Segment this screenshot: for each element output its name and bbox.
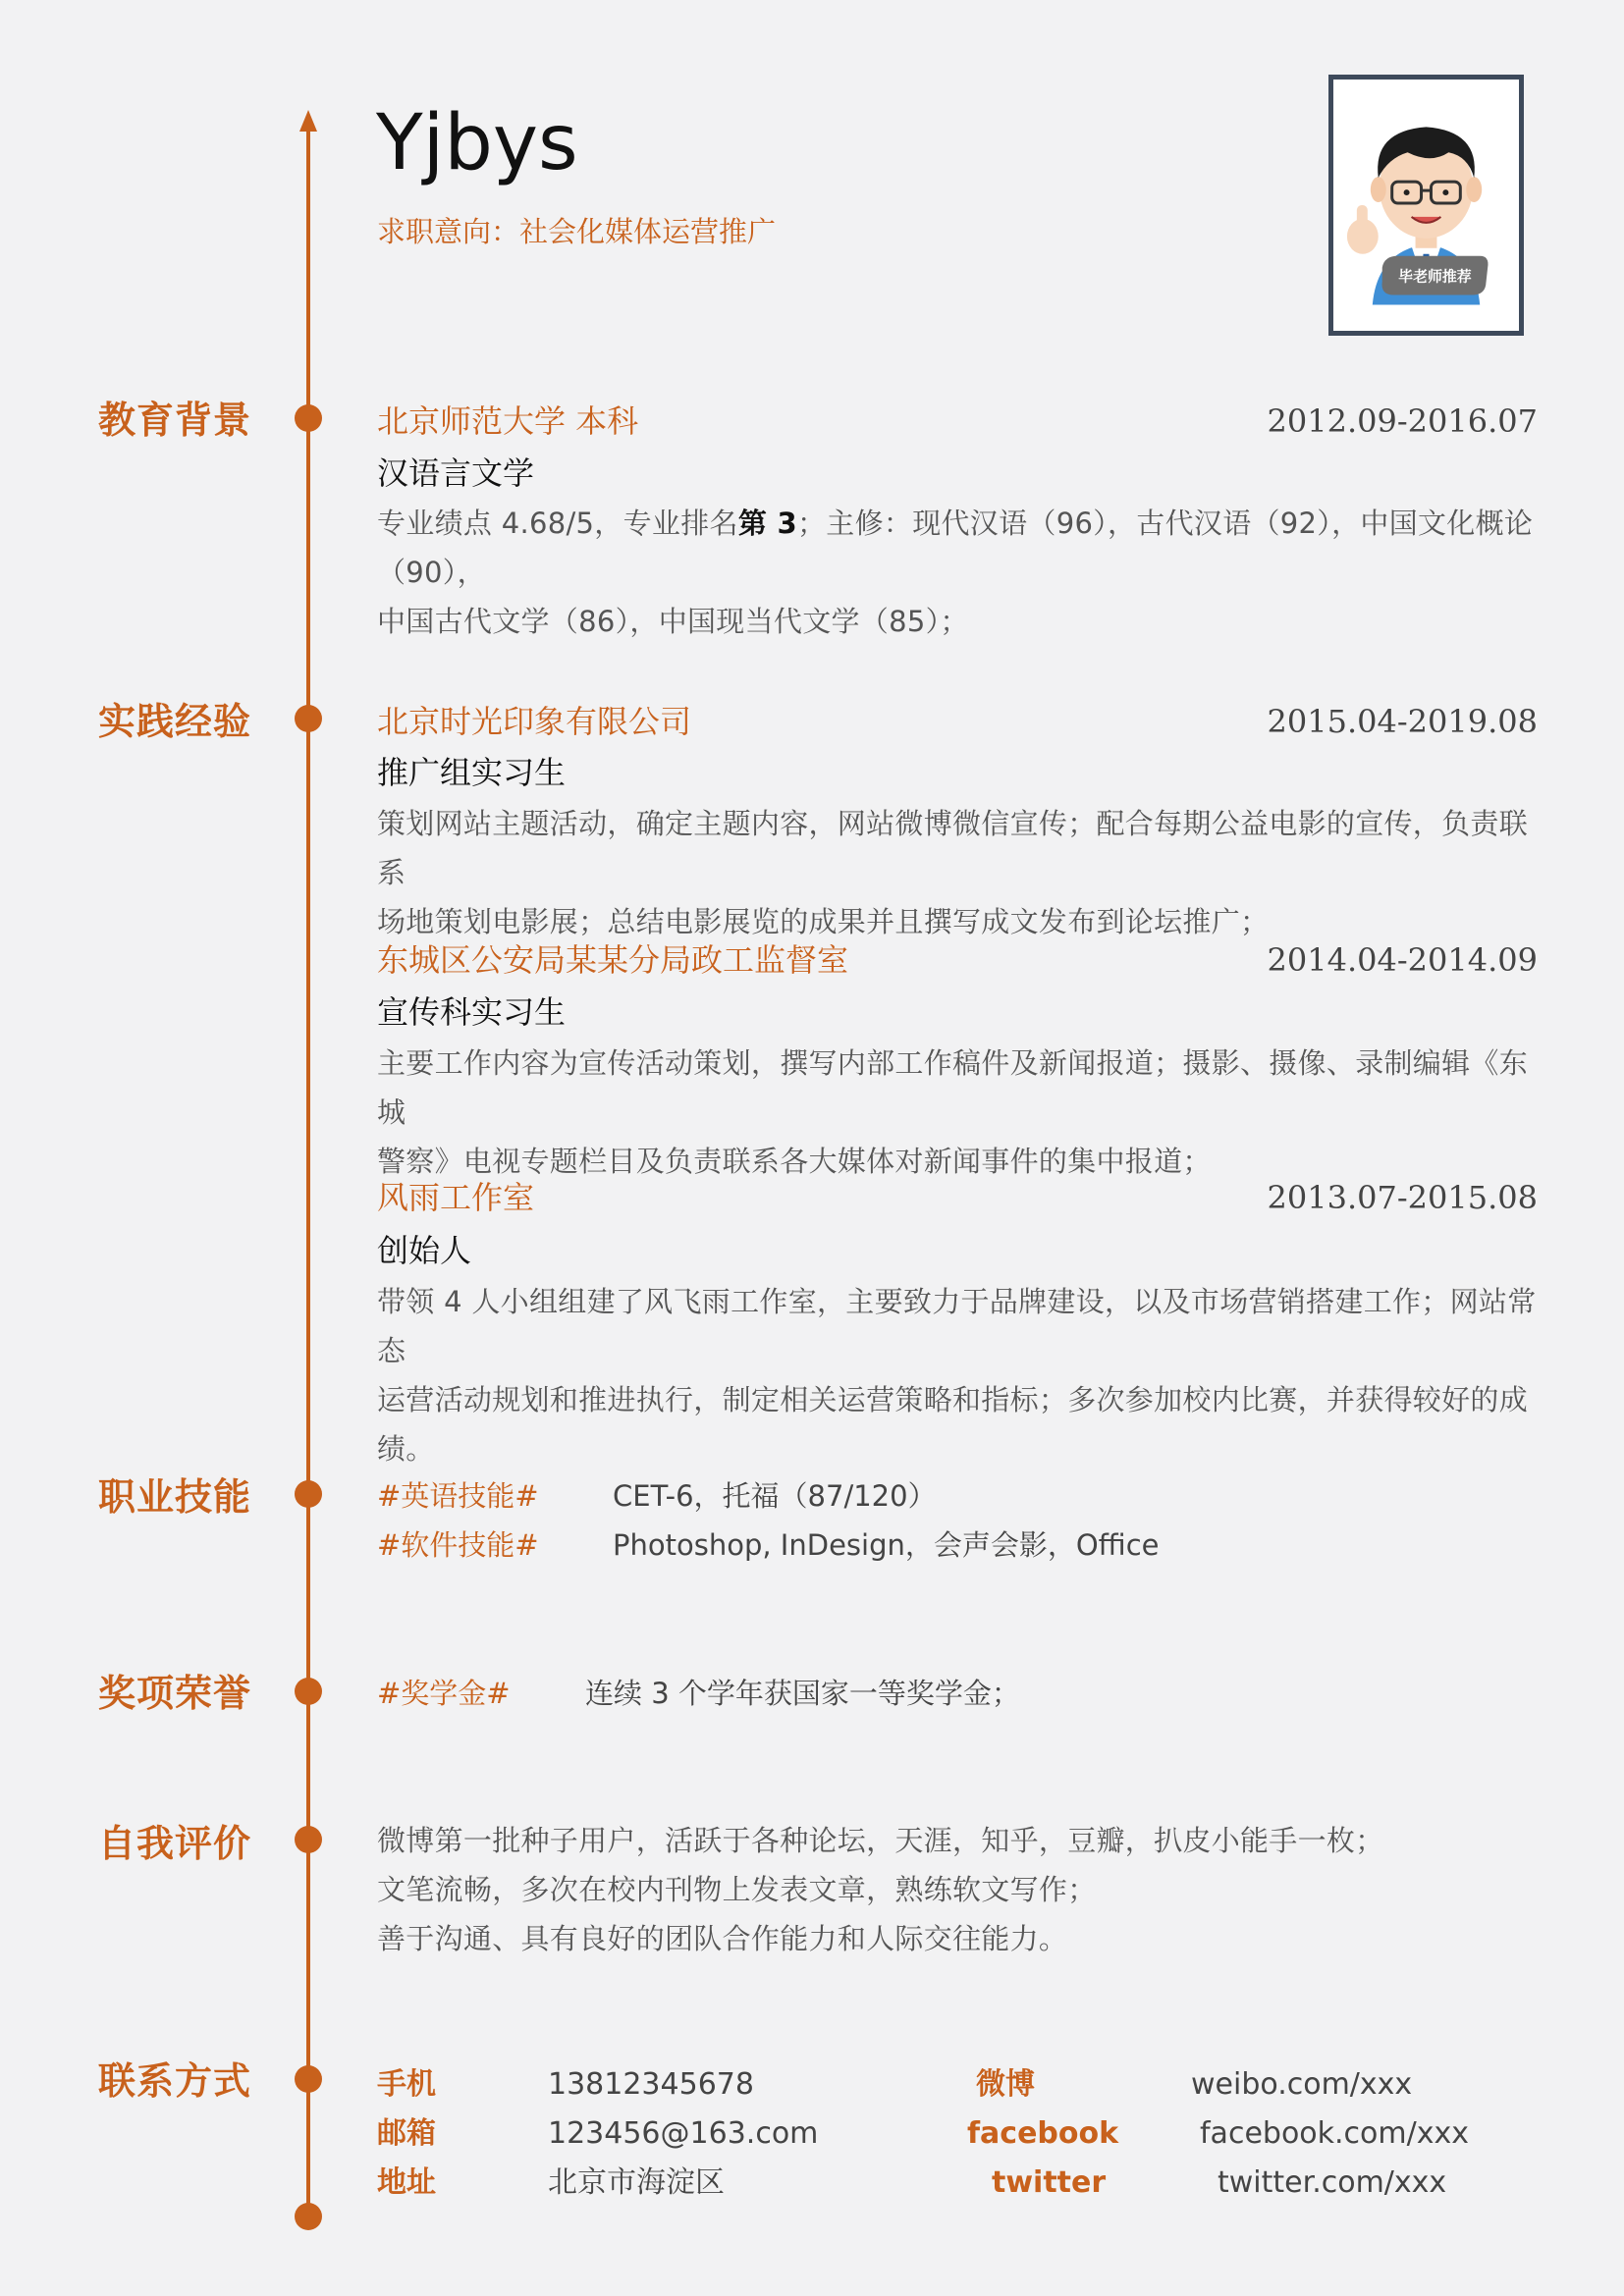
- award-value: 连续 3 个学年获国家一等奖学金；: [585, 1677, 1020, 1710]
- address-label: 地址: [377, 2165, 436, 2200]
- email-value: 123456@163.com: [548, 2116, 819, 2151]
- timeline-dot: [295, 1480, 322, 1508]
- experience-role: 推广组实习生: [377, 754, 567, 791]
- experience-date: 2014.04-2014.09: [1267, 941, 1538, 979]
- svg-text:毕老师推荐: 毕老师推荐: [1398, 267, 1472, 286]
- phone-label: 手机: [377, 2067, 436, 2102]
- job-objective: 求职意向：社会化媒体运营推广: [377, 215, 777, 248]
- cartoon-avatar-icon: [1333, 80, 1519, 331]
- section-title-skills: 职业技能: [98, 1475, 252, 1519]
- candidate-name: Yjbys: [376, 99, 578, 187]
- award-tag: #奖学金#: [377, 1677, 511, 1710]
- education-major: 汉语言文学: [377, 454, 535, 492]
- skill-tag: #英语技能#: [377, 1479, 539, 1513]
- experience-date: 2015.04-2019.08: [1267, 703, 1538, 740]
- timeline-dot: [295, 2203, 322, 2230]
- email-label: 邮箱: [377, 2116, 436, 2151]
- timeline-arrow-icon: [299, 110, 317, 132]
- timeline-dot: [295, 1678, 322, 1705]
- section-title-self-evaluation: 自我评价: [98, 1822, 252, 1865]
- skill-value: CET-6，托福（87/120）: [613, 1479, 937, 1513]
- address-value: 北京市海淀区: [548, 2165, 725, 2200]
- experience-org: 风雨工作室: [377, 1179, 535, 1216]
- skill-tag: #软件技能#: [377, 1528, 539, 1562]
- skill-value: Photoshop, InDesign，会声会影，Office: [613, 1528, 1160, 1562]
- section-title-contact: 联系方式: [98, 2059, 252, 2103]
- experience-description: 带领 4 人小组组建了风飞雨工作室，主要致力于品牌建设，以及市场营销搭建工作；网站常态 运营活动规划和推进执行，制定相关运营策略和指标；多次参加校内比赛，并获得较好的成绩。: [377, 1285, 1537, 1466]
- experience-role: 宣传科实习生: [377, 993, 567, 1031]
- rank-highlight: 第 3: [737, 507, 797, 540]
- education-school: 北京师范大学 本科: [377, 402, 639, 440]
- timeline-dot: [295, 1826, 322, 1853]
- experience-org: 北京时光印象有限公司: [377, 703, 692, 740]
- timeline-dot: [295, 705, 322, 732]
- weibo-link[interactable]: weibo.com/xxx: [1191, 2067, 1413, 2102]
- experience-description: 主要工作内容为宣传活动策划，撰写内部工作稿件及新闻报道；摄影、摄像、录制编辑《东城 警察》电视专题栏目及负责联系各大媒体对新闻事件的集中报道；: [377, 1046, 1529, 1178]
- experience-description: 策划网站主题活动，确定主题内容，网站微博微信宣传；配合每期公益电影的宣传，负责联系 场地策划电影展；总结电影展览的成果并且撰写成文发布到论坛推广；: [377, 807, 1529, 938]
- experience-role: 创始人: [377, 1232, 472, 1269]
- facebook-label: facebook: [967, 2116, 1119, 2151]
- section-title-awards: 奖项荣誉: [98, 1672, 252, 1715]
- facebook-link[interactable]: facebook.com/xxx: [1200, 2116, 1469, 2151]
- timeline-dot: [295, 2065, 322, 2093]
- twitter-label: twitter: [992, 2165, 1107, 2200]
- experience-org: 东城区公安局某某分局政工监督室: [377, 941, 849, 979]
- self-evaluation-text: 微博第一批种子用户，活跃于各种论坛，天涯，知乎，豆瓣，扒皮小能手一枚； 文笔流畅，多次在校内刊物上发表文章，熟练软文写作； 善于沟通、具有良好的团队合作能力和人际交往能力。: [377, 1824, 1384, 1955]
- phone-value: 13812345678: [548, 2067, 754, 2102]
- section-title-education: 教育背景: [98, 399, 252, 442]
- experience-date: 2013.07-2015.08: [1267, 1179, 1538, 1216]
- education-description: 专业绩点 4.68/5，专业排名第 3；主修：现代汉语（96），古代汉语（92），中国文化概论（90）， 中国古代文学（86），中国现当代文学（85）；: [377, 507, 1534, 638]
- education-date: 2012.09-2016.07: [1267, 402, 1538, 440]
- profile-photo: [1328, 75, 1524, 336]
- twitter-link[interactable]: twitter.com/xxx: [1218, 2165, 1447, 2200]
- timeline-dot: [295, 404, 322, 432]
- section-title-experience: 实践经验: [98, 700, 252, 743]
- weibo-label: 微博: [976, 2067, 1035, 2102]
